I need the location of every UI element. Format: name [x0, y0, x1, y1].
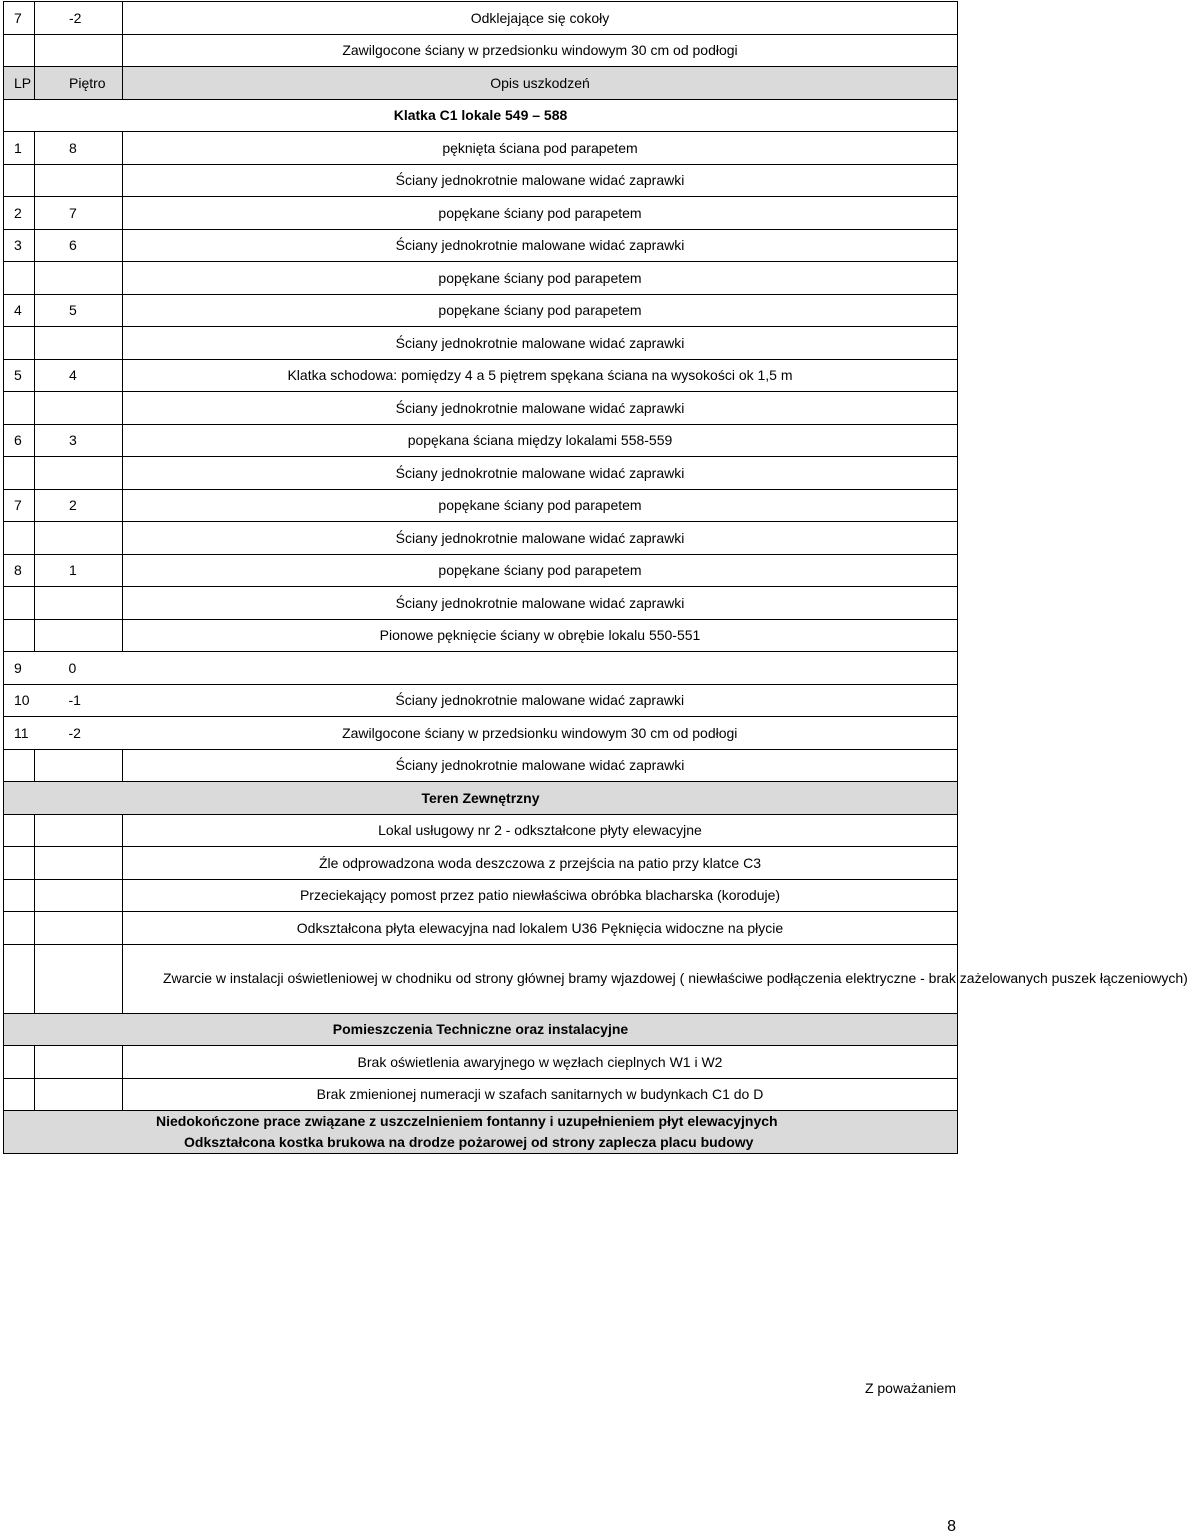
lp-cell — [4, 619, 35, 652]
floor-cell — [35, 814, 123, 847]
description-cell: Brak zmienionej numeracji w szafach sanitarnych w budynkach C1 do D — [123, 1078, 958, 1111]
header-floor: Piętro — [35, 67, 123, 100]
lp-cell — [4, 392, 35, 425]
description-cell: Ściany jednokrotnie malowane widać zaprawki — [123, 749, 958, 782]
table-row — [4, 619, 958, 652]
description-cell: Ściany jednokrotnie malowane widać zaprawki — [123, 164, 958, 197]
lp-cell: 10 — [4, 684, 35, 717]
description-cell: popękana ściana między lokalami 558-559 — [123, 424, 958, 457]
table-row — [4, 944, 958, 1013]
lp-cell — [4, 262, 35, 295]
table-row — [4, 262, 958, 295]
section-pomieszczenia-title: Pomieszczenia Techniczne oraz instalacyjne — [4, 1013, 958, 1046]
table-row — [4, 554, 958, 587]
lp-cell — [4, 164, 35, 197]
section-teren-title: Teren Zewnętrzny — [4, 782, 958, 815]
final-remarks — [4, 1111, 958, 1154]
floor-cell: -2 — [35, 717, 123, 750]
description-cell: Brak oświetlenia awaryjnego w węzłach cieplnych W1 i W2 — [123, 1046, 958, 1079]
floor-cell: -2 — [35, 2, 123, 35]
damage-report-table — [3, 1, 1188, 1154]
floor-cell — [35, 164, 123, 197]
description-cell: popękane ściany pod parapetem — [123, 262, 958, 295]
description-cell — [123, 652, 958, 685]
table-row — [4, 587, 958, 620]
description-cell: Odkształcona płyta elewacyjna nad lokalem U36 Pęknięcia widoczne na płycie — [123, 912, 958, 945]
description-cell: Odklejające się cokoły — [123, 2, 958, 35]
closing-signature: Z poważaniem — [864, 1380, 956, 1396]
description-cell: Ściany jednokrotnie malowane widać zaprawki — [123, 392, 958, 425]
table-row — [4, 847, 958, 880]
description-cell: Ściany jednokrotnie malowane widać zaprawki — [123, 587, 958, 620]
description-cell: Zwarcie w instalacji oświetleniowej w chodniku od strony głównej bramy wjazdowej ( niewłaściwe podłączenia elektryczne - brak zażelowanych puszek łączeniowych) — [123, 944, 958, 1013]
description-cell: Ściany jednokrotnie malowane widać zaprawki — [123, 327, 958, 360]
description-cell: pęknięta ściana pod parapetem — [123, 132, 958, 165]
page-number: 8 — [947, 1518, 956, 1535]
table-row — [4, 1046, 958, 1079]
lp-cell: 8 — [4, 554, 35, 587]
lp-cell: 11 — [4, 717, 35, 750]
lp-cell: 5 — [4, 359, 35, 392]
lp-cell: 6 — [4, 424, 35, 457]
final-row — [4, 1111, 958, 1154]
description-cell: Zawilgocone ściany w przedsionku windowym 30 cm od podłogi — [123, 717, 958, 750]
table-row — [4, 34, 958, 67]
lp-cell — [4, 1046, 35, 1079]
description-cell: popękane ściany pod parapetem — [123, 554, 958, 587]
final-remark-line-2: Odkształcona kostka brukowa na drodze pożarowej od strony zaplecza placu budowy — [184, 1134, 754, 1150]
floor-cell: 1 — [35, 554, 123, 587]
floor-cell — [35, 34, 123, 67]
section-row — [4, 782, 958, 815]
lp-cell: 9 — [4, 652, 35, 685]
lp-cell — [4, 944, 35, 1013]
table-row — [4, 684, 958, 717]
description-cell: Przeciekający pomost przez patio niewłaściwa obróbka blacharska (koroduje) — [123, 879, 958, 912]
table-row — [4, 1078, 958, 1111]
description-cell: Ściany jednokrotnie malowane widać zaprawki — [123, 522, 958, 555]
lp-cell — [4, 847, 35, 880]
lp-cell — [4, 749, 35, 782]
floor-cell — [35, 749, 123, 782]
table-row — [4, 229, 958, 262]
header-row — [4, 67, 958, 100]
floor-cell: 2 — [35, 489, 123, 522]
table-row — [4, 814, 958, 847]
lp-cell: 7 — [4, 489, 35, 522]
section-row — [4, 1013, 958, 1046]
table-row — [4, 197, 958, 230]
lp-cell — [4, 327, 35, 360]
floor-cell: 4 — [35, 359, 123, 392]
description-cell: Ściany jednokrotnie malowane widać zaprawki — [123, 684, 958, 717]
floor-cell: 3 — [35, 424, 123, 457]
header-description: Opis uszkodzeń — [123, 67, 958, 100]
floor-cell — [35, 457, 123, 490]
floor-cell — [35, 327, 123, 360]
floor-cell — [35, 392, 123, 425]
floor-cell: -1 — [35, 684, 123, 717]
table-row — [4, 2, 958, 35]
description-cell: Ściany jednokrotnie malowane widać zaprawki — [123, 229, 958, 262]
lp-cell — [4, 814, 35, 847]
description-cell: Ściany jednokrotnie malowane widać zaprawki — [123, 457, 958, 490]
floor-cell: 7 — [35, 197, 123, 230]
table-row — [4, 489, 958, 522]
lp-cell — [4, 879, 35, 912]
description-cell: Klatka schodowa: pomiędzy 4 a 5 piętrem spękana ściana na wysokości ok 1,5 m — [123, 359, 958, 392]
section-row — [4, 99, 958, 132]
floor-cell: 6 — [35, 229, 123, 262]
floor-cell: 8 — [35, 132, 123, 165]
description-cell: popękane ściany pod parapetem — [123, 294, 958, 327]
lp-cell — [4, 522, 35, 555]
header-lp: LP — [4, 67, 35, 100]
lp-cell: 3 — [4, 229, 35, 262]
table-row — [4, 879, 958, 912]
table-row — [4, 717, 958, 750]
table-row — [4, 457, 958, 490]
floor-cell — [35, 262, 123, 295]
final-remark-line-1: Niedokończone prace związane z uszczelnieniem fontanny i uzupełnieniem płyt elewacyjnych — [156, 1113, 778, 1129]
floor-cell: 5 — [35, 294, 123, 327]
table-row — [4, 749, 958, 782]
floor-cell: 0 — [35, 652, 123, 685]
floor-cell — [35, 619, 123, 652]
lp-cell — [4, 34, 35, 67]
lp-cell: 2 — [4, 197, 35, 230]
floor-cell — [35, 522, 123, 555]
table-row — [4, 359, 958, 392]
lp-cell: 1 — [4, 132, 35, 165]
floor-cell — [35, 944, 123, 1013]
description-cell: Źle odprowadzona woda deszczowa z przejścia na patio przy klatce C3 — [123, 847, 958, 880]
lp-cell — [4, 912, 35, 945]
table-row — [4, 652, 958, 685]
floor-cell — [35, 847, 123, 880]
lp-cell — [4, 587, 35, 620]
description-cell: Lokal usługowy nr 2 - odkształcone płyty elewacyjne — [123, 814, 958, 847]
floor-cell — [35, 1046, 123, 1079]
table-row — [4, 522, 958, 555]
floor-cell — [35, 587, 123, 620]
table-row — [4, 132, 958, 165]
table-row — [4, 164, 958, 197]
table-row — [4, 392, 958, 425]
section-klatka-title: Klatka C1 lokale 549 – 588 — [4, 99, 958, 132]
lp-cell — [4, 1078, 35, 1111]
description-cell: Zawilgocone ściany w przedsionku windowym 30 cm od podłogi — [123, 34, 958, 67]
table-row — [4, 912, 958, 945]
table-row — [4, 327, 958, 360]
floor-cell — [35, 912, 123, 945]
table-row — [4, 294, 958, 327]
description-cell: popękane ściany pod parapetem — [123, 197, 958, 230]
table-row — [4, 424, 958, 457]
lp-cell — [4, 457, 35, 490]
lp-cell: 7 — [4, 2, 35, 35]
lp-cell: 4 — [4, 294, 35, 327]
description-cell: Pionowe pęknięcie ściany w obrębie lokalu 550-551 — [123, 619, 958, 652]
description-cell: popękane ściany pod parapetem — [123, 489, 958, 522]
floor-cell — [35, 1078, 123, 1111]
floor-cell — [35, 879, 123, 912]
